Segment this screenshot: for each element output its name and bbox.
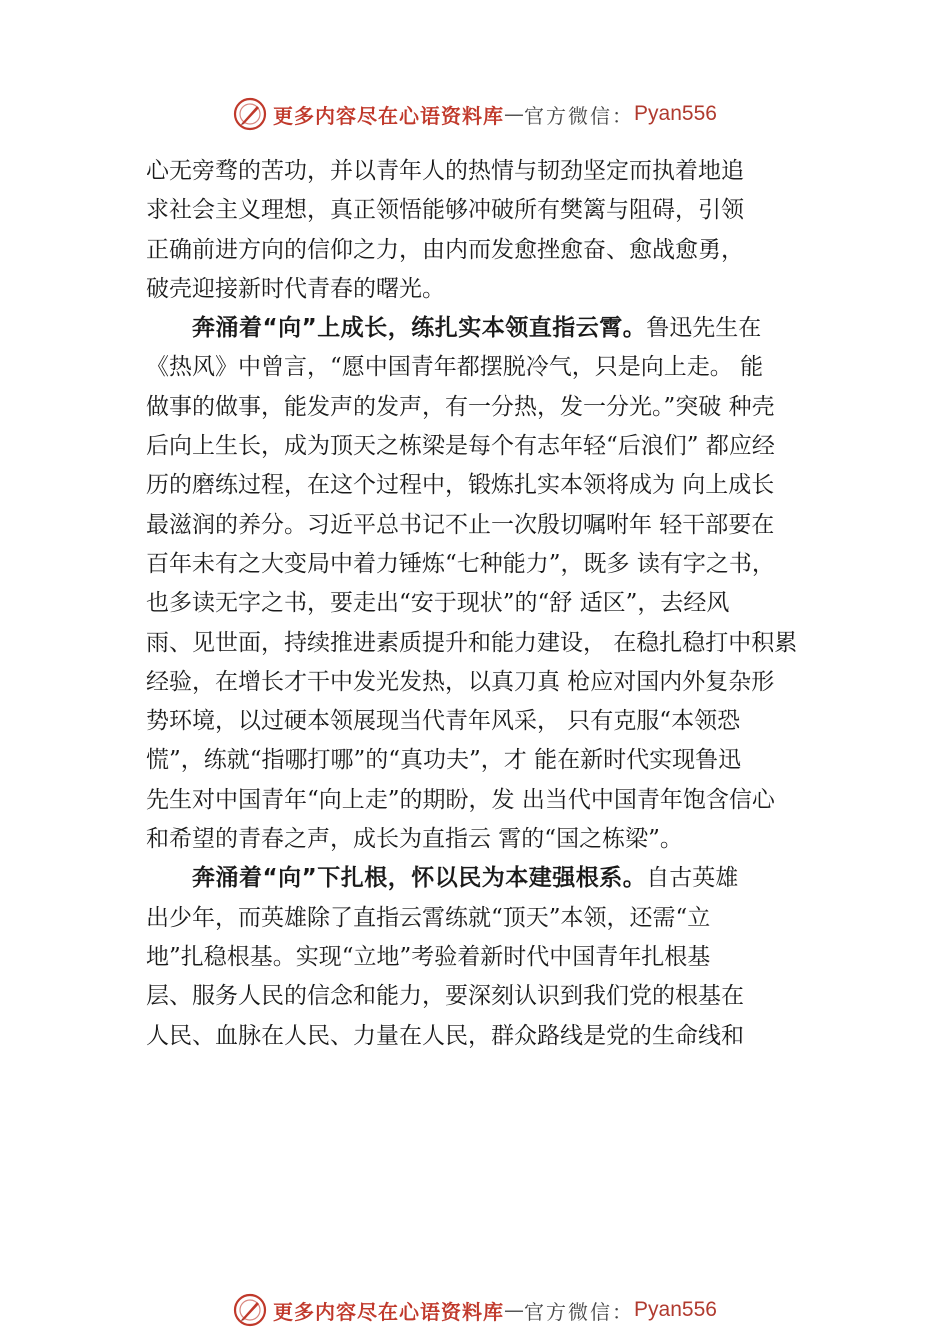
text-line: 心无旁骛的苦功，并以青年人的热情与韧劲坚定而执着地追 — [146, 158, 744, 184]
paragraph-heading: 奔涌着“向”上成长，练扎实本领直指云霄。 — [192, 315, 647, 342]
text-fragment: 鲁迅先生在 — [646, 315, 762, 342]
paragraph-heading: 奔涌着“向”下扎根，怀以民为本建强根系。 — [192, 865, 647, 892]
text-line: 层、服务人民的信念和能力，要深刻认识到我们党的根基在 — [146, 983, 744, 1010]
quill-seal-icon — [233, 1293, 267, 1327]
text-line: 先生对中国青年“向上走”的期盼，发 出当代中国青年饱含信心 — [146, 786, 775, 813]
text-line: 破壳迎接新时代青春的曙光。 — [146, 275, 445, 302]
watermark-wechat-id: Pyan556 — [634, 102, 717, 125]
paragraph-1 — [146, 152, 826, 309]
watermark-brand: 更多内容尽在心语资料库 — [273, 1299, 505, 1324]
text-line: 求社会主义理想，真正领悟能够冲破所有樊篱与阻碍，引领 — [146, 197, 744, 224]
text-line: 也多读无字之书，要走出“安于现状”的“舒 适区”，去经风 — [146, 590, 730, 617]
paragraph-first-line — [146, 859, 826, 898]
text-line: 地”扎稳根基。实现“立地”考验着新时代中国青年扎根基 — [146, 943, 711, 970]
watermark-brand: 更多内容尽在心语资料库 — [273, 103, 505, 128]
text-line: 百年未有之大变局中着力锤炼“七种能力”，既多 读有字之书， — [146, 550, 775, 577]
text-line: 《热风》中曾言，“愿中国青年都摆脱冷气，只是向上走。 能 — [146, 354, 764, 381]
header-banner — [0, 94, 950, 134]
watermark-dash: — — [504, 102, 525, 126]
footer-banner — [0, 1290, 950, 1330]
text-line: 和希望的青春之声，成长为直指云 霄的“国之栋梁”。 — [146, 826, 683, 853]
paragraph-first-line — [146, 309, 826, 348]
text-line: 雨、见世面，持续推进素质提升和能力建设， 在稳扎稳打中积累 — [146, 629, 798, 656]
paragraph-3 — [146, 859, 826, 1055]
text-line: 慌”，练就“指哪打哪”的“真功夫”，才 能在新时代实现鲁迅 — [146, 747, 742, 774]
watermark-wechat-id: Pyan556 — [634, 1298, 717, 1321]
text-line: 最滋润的养分。习近平总书记不止一次殷切嘱咐年 轻干部要在 — [146, 511, 775, 538]
text-line: 人民、血脉在人民、力量在人民，群众路线是党的生命线和 — [146, 1022, 744, 1049]
text-line: 后向上生长，成为顶天之栋梁是每个有志年轻“后浪们” 都应经 — [146, 433, 775, 460]
watermark-wechat-label: 官方微信： — [524, 1299, 635, 1324]
quill-seal-icon — [233, 97, 267, 131]
text-fragment: 自古英雄 — [646, 865, 739, 892]
document-body — [146, 152, 826, 1056]
text-line: 历的磨练过程，在这个过程中，锻炼扎实本领将成为 向上成长 — [146, 472, 775, 499]
paragraph-2 — [146, 309, 826, 859]
text-line: 势环境，以过硬本领展现当代青年风采， 只有克服“本领恐 — [146, 708, 741, 735]
watermark-dash: — — [504, 1298, 525, 1322]
text-line: 经验，在增长才干中发光发热，以真刀真 枪应对国内外复杂形 — [146, 668, 775, 695]
text-line: 正确前进方向的信仰之力，由内而发愈挫愈奋、愈战愈勇， — [146, 236, 744, 263]
watermark-wechat-label: 官方微信： — [524, 103, 635, 128]
text-line: 出少年，而英雄除了直指云霄练就“顶天”本领，还需“立 — [146, 904, 711, 931]
text-line: 做事的做事，能发声的发声，有一分热，发一分光。”突破 种壳 — [146, 393, 775, 420]
